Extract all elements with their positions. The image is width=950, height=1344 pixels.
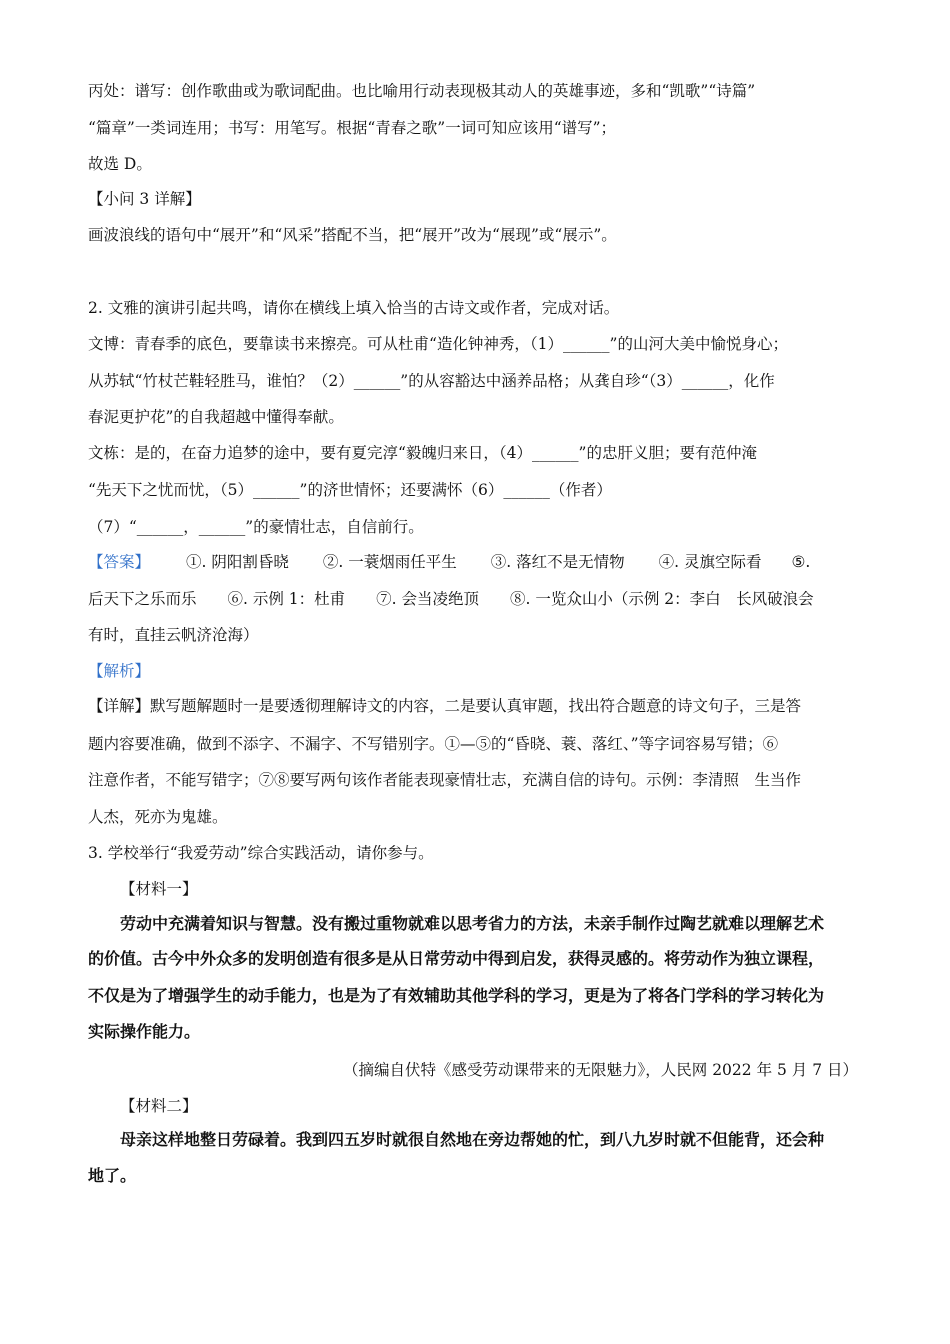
text-line: 后天下之乐而乐 ⑥. 示例 1：杜甫 ⑦. 会当凌绝顶 ⑧. 一览众山小（示例 2：李白 长风破浪会 bbox=[88, 590, 814, 608]
answer-item: ②. 一蓑烟雨任平生 bbox=[322, 553, 457, 571]
answer-line bbox=[88, 551, 863, 573]
question-2-prompt: 2. 文雅的演讲引起共鸣，请你在横线上填入恰当的古诗文或作者，完成对话。 bbox=[88, 299, 620, 317]
text-line: “先天下之忧而忧，（5）______”的济世情怀；还要满怀（6）______（作者） bbox=[88, 481, 612, 499]
material-2-text: 母亲这样地整日劳碌着。我到四五岁时就很自然地在旁边帮她的忙，到八九岁时就不但能背，还会种 bbox=[120, 1130, 825, 1149]
text-line: 文博：青春季的底色，要靠读书来擦亮。可从杜甫“造化钟神秀，（1）______”的山河大美中愉悦身心； bbox=[88, 335, 788, 353]
material-1-label: 【材料一】 bbox=[120, 880, 198, 898]
text-line: 人杰，死亦为鬼雄。 bbox=[88, 808, 228, 826]
answer-label: 【答案】 bbox=[88, 553, 151, 571]
analysis-label: 【解析】 bbox=[88, 662, 151, 680]
text-line: （7）“______，______”的豪情壮志，自信前行。 bbox=[88, 518, 424, 536]
text-line: “篇章”一类词连用；书写：用笔写。根据“青春之歌”一词可知应该用“谱写”； bbox=[88, 119, 617, 137]
text-line: 题内容要准确，做到不添字、不漏字、不写错别字。①—⑤的“昏晓、蓑、落红、”等字词容易写错；⑥ bbox=[88, 735, 779, 753]
material-1-text: 劳动中充满着知识与智慧。没有搬过重物就难以思考省力的方法，未亲手制作过陶艺就难以理解艺术 bbox=[120, 914, 825, 933]
text-line: 注意作者，不能写错字；⑦⑧要写两句该作者能表现豪情壮志，充满自信的诗句。示例：李清照 生当作 bbox=[88, 771, 802, 789]
text-line: 丙处：谱写：创作歌曲或为歌词配曲。也比喻用行动表现极其动人的英雄事迹，多和“凯歌”“诗篇” bbox=[88, 82, 756, 100]
text-line: 有时，直挂云帆济沧海） bbox=[88, 626, 259, 644]
material-1-source: （摘编自伏特《感受劳动课带来的无限魅力》，人民网 2022 年 5 月 7 日） bbox=[343, 1061, 858, 1079]
text-line: 文栋：是的，在奋力追梦的途中，要有夏完淳“毅魄归来日，（4）______”的忠肝义胆；要有范仲淹 bbox=[88, 444, 757, 462]
text-line: 故选 D。 bbox=[88, 155, 152, 173]
answer-item: ④. 灵旗空际看 bbox=[658, 553, 762, 571]
sub-question-heading: 【小问 3 详解】 bbox=[88, 190, 201, 208]
text-line: 【详解】默写题解题时一是要透彻理解诗文的内容，二是要认真审题，找出符合题意的诗文句子，三是答 bbox=[88, 697, 802, 715]
material-1-text: 实际操作能力。 bbox=[88, 1022, 201, 1041]
material-1-text: 的价值。古今中外众多的发明创造有很多是从日常劳动中得到启发，获得灵感的。将劳动作为独立课程， bbox=[88, 949, 825, 968]
material-2-label: 【材料二】 bbox=[120, 1097, 198, 1115]
text-line: 从苏轼“竹杖芒鞋轻胜马，谁怕？（2）______”的从容豁达中涵养品格；从龚自珍“（3）______，化作 bbox=[88, 372, 775, 390]
material-2-text: 地了。 bbox=[88, 1166, 137, 1185]
answer-item: ①. 阴阳割昏晓 bbox=[186, 553, 289, 571]
answer-item: ③. 落红不是无情物 bbox=[490, 553, 625, 571]
material-1-text: 不仅是为了增强学生的动手能力，也是为了有效辅助其他学科的学习，更是为了将各门学科的学习转化为 bbox=[88, 986, 825, 1005]
question-3-prompt: 3. 学校举行“我爱劳动”综合实践活动，请你参与。 bbox=[88, 844, 434, 862]
text-line: 春泥更护花”的自我超越中懂得奉献。 bbox=[88, 408, 344, 426]
text-line: 画波浪线的语句中“展开”和“风采”搭配不当，把“展开”改为“展现”或“展示”。 bbox=[88, 226, 617, 244]
answer-item: ⑤. bbox=[791, 553, 811, 571]
